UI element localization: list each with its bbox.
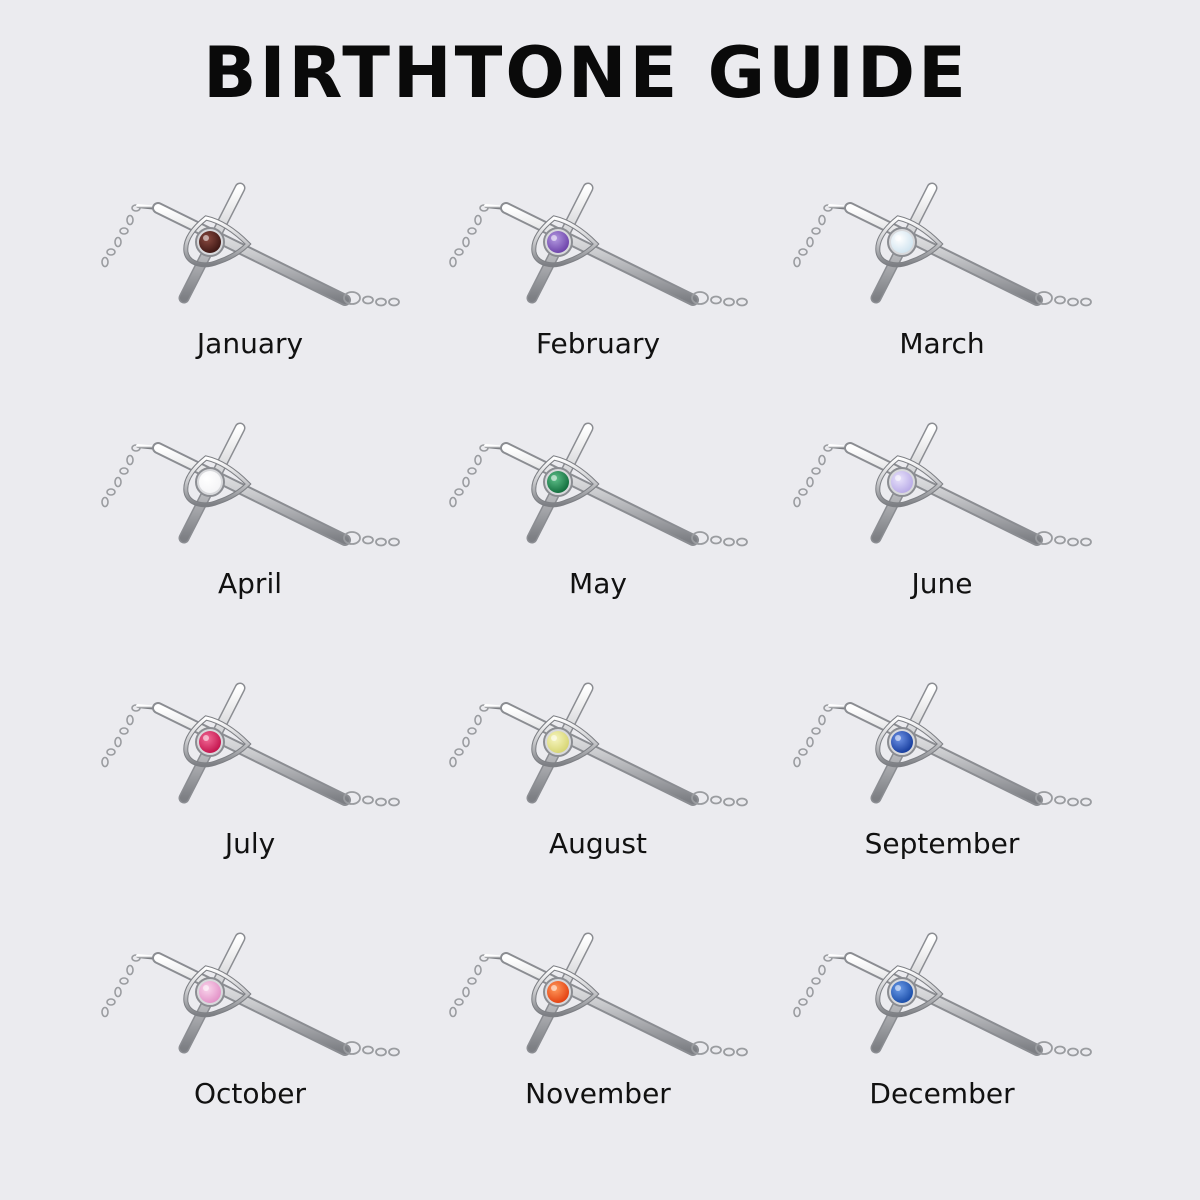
cross-pendant-image (448, 178, 768, 328)
month-card-november (448, 928, 788, 1168)
cross-pendant-image (792, 178, 1112, 328)
month-label: November (525, 1077, 671, 1110)
month-card-july (100, 678, 440, 918)
month-label: February (535, 327, 661, 360)
cross-pendant-image (792, 418, 1112, 568)
month-card-march (792, 178, 1132, 418)
month-card-june (792, 418, 1132, 658)
month-label: April (218, 567, 282, 600)
month-label: December (869, 1077, 1015, 1110)
month-card-october (100, 928, 440, 1168)
page-title: BIRTHTONE GUIDE (203, 32, 969, 114)
month-card-april (100, 418, 440, 658)
cross-pendant-image (448, 928, 768, 1078)
cross-pendant-image (792, 928, 1112, 1078)
month-label: October (193, 1077, 307, 1110)
cross-pendant-image (792, 678, 1112, 828)
month-card-august (448, 678, 788, 918)
cross-pendant-image (100, 928, 420, 1078)
month-label: March (899, 327, 985, 360)
month-label: September (864, 827, 1020, 860)
month-card-january (100, 178, 440, 418)
cross-pendant-image (448, 418, 768, 568)
cross-pendant-image (100, 418, 420, 568)
month-label: May (569, 567, 627, 600)
month-label: July (224, 827, 276, 860)
month-card-may (448, 418, 788, 658)
month-card-december (792, 928, 1132, 1168)
cross-pendant-image (100, 678, 420, 828)
cross-pendant-image (448, 678, 768, 828)
month-label: June (911, 567, 973, 600)
month-label: January (196, 327, 304, 360)
cross-pendant-image (100, 178, 420, 328)
month-card-september (792, 678, 1132, 918)
month-label: August (549, 827, 647, 860)
month-card-february (448, 178, 788, 418)
